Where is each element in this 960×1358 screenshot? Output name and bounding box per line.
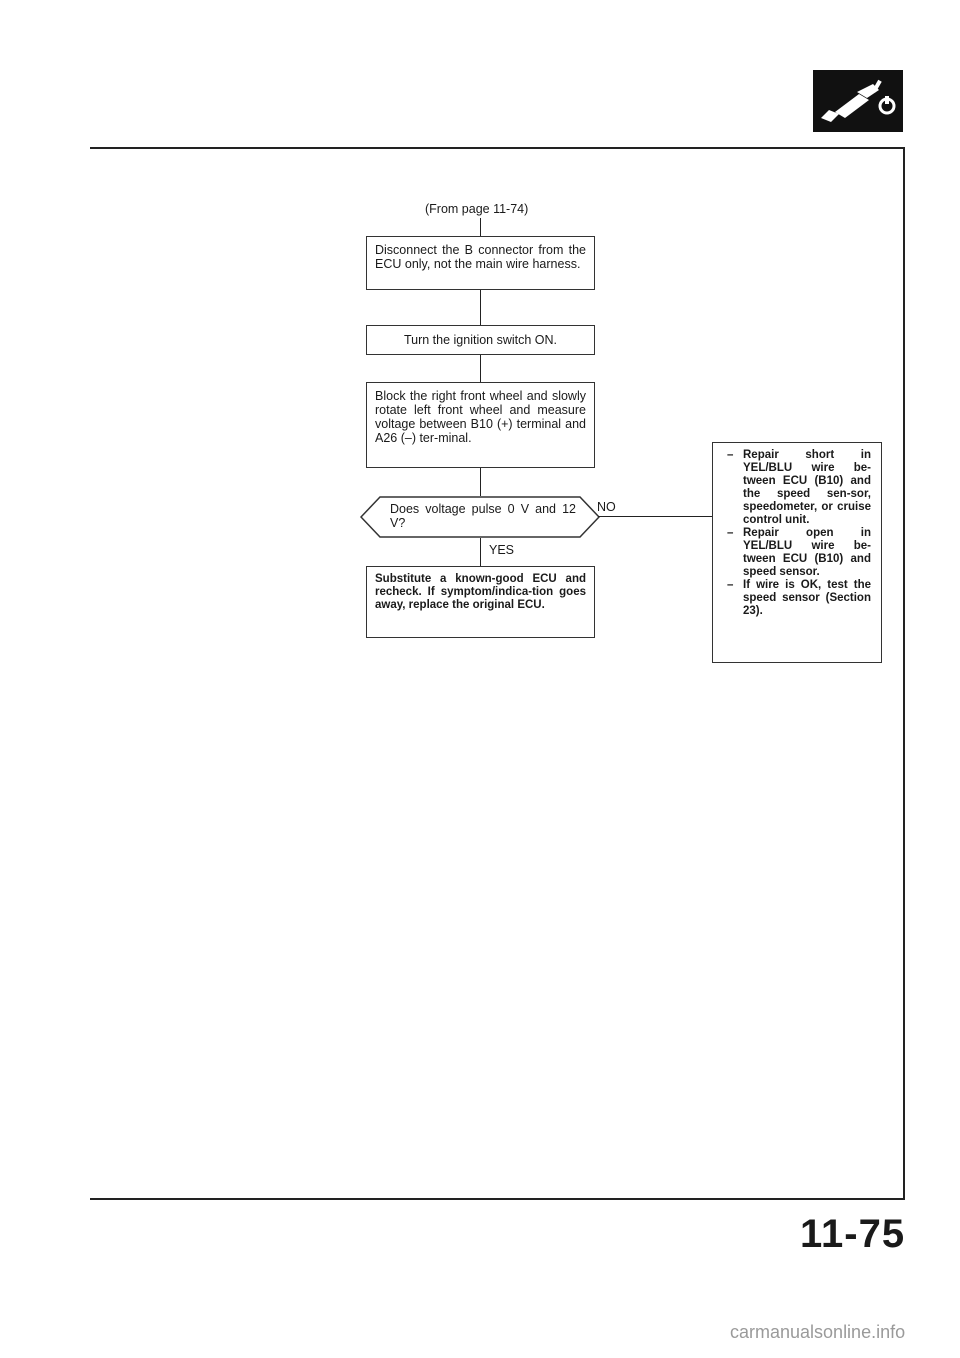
page-number: 11-75: [800, 1212, 906, 1256]
remedy-item-text: If wire is OK, test the speed sensor (Section 23).: [743, 579, 871, 617]
no-branch-line: [598, 516, 712, 517]
remedy-item-text: Repair open in YEL/BLU wire be-tween ECU (B10) and speed sensor.: [743, 527, 871, 578]
step-disconnect-connector: [366, 236, 595, 290]
remedy-item: – Repair short in YEL/BLU wire be-tween ECU (B10) and the speed sen-sor, speedometer, or cruise control unit.: [727, 449, 871, 526]
remedy-item: – If wire is OK, test the speed sensor (Section 23).: [727, 579, 871, 617]
decision-text: Does voltage pulse 0 V and 12 V?: [390, 502, 576, 530]
step-ignition-text: Turn the ignition switch ON.: [403, 333, 558, 347]
step-ignition-on: [366, 325, 595, 355]
step-substitute-ecu: [366, 566, 595, 638]
no-label: NO: [597, 500, 616, 514]
right-rule: [903, 147, 905, 1199]
step-disconnect-text: Disconnect the B connector from the ECU only, not the main wire harness.: [375, 243, 586, 271]
remedy-item-text: Repair short in YEL/BLU wire be-tween ECU (B10) and the speed sen-sor, speedometer, or cruise control unit.: [743, 449, 871, 526]
step-measure-voltage: [366, 382, 595, 468]
remedy-box: [712, 442, 882, 663]
connector-line: [480, 355, 481, 382]
connector-line: [480, 468, 481, 496]
yes-label: YES: [489, 543, 515, 557]
connector-line: [480, 218, 481, 236]
bottom-rule: [90, 1198, 905, 1200]
fuel-injection-section-icon: [813, 70, 903, 132]
watermark: carmanualsonline.info: [730, 1322, 906, 1342]
substitute-ecu-text: Substitute a known-good ECU and recheck. If symptom/indica-tion goes away, replace the original ECU.: [375, 573, 586, 611]
connector-line: [480, 289, 481, 325]
step-measure-text: Block the right front wheel and slowly rotate left front wheel and measure voltage between B10 (+) terminal and A26 (–) ter-minal.: [375, 389, 586, 445]
remedy-item: – Repair open in YEL/BLU wire be-tween ECU (B10) and speed sensor.: [727, 527, 871, 578]
from-page-label: (From page 11-74): [425, 202, 529, 216]
top-rule: [90, 147, 905, 149]
connector-line: [480, 538, 481, 566]
decision-question: [390, 502, 576, 530]
